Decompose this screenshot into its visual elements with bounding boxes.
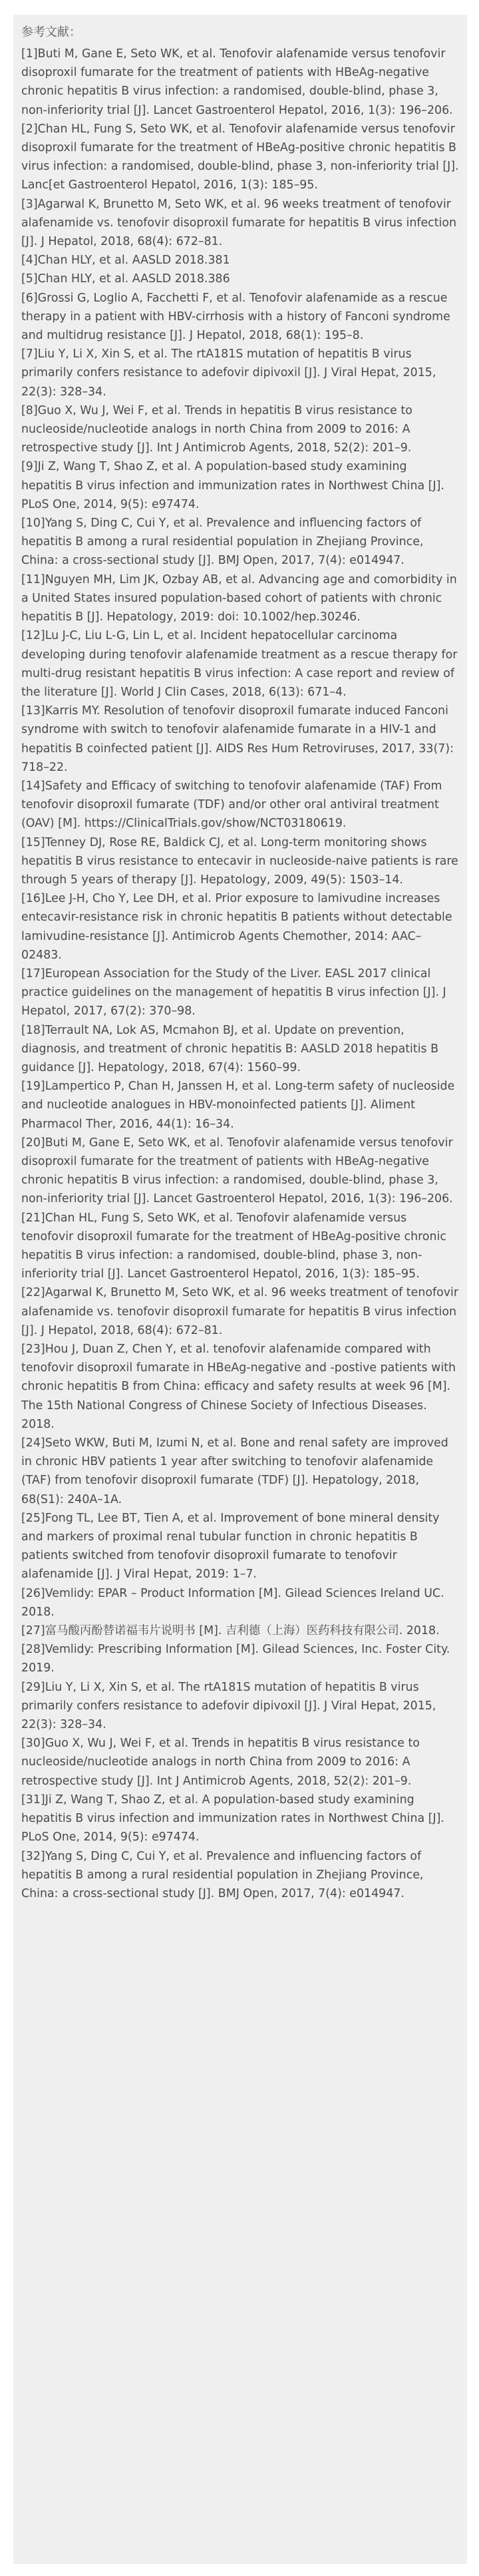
reference-item: [25]Fong TL, Lee BT, Tien A, et al. Improvement of bone mineral density and markers of proximal renal tubular function in chronic hepatitis B patients switched from tenofovir disoproxil fumarate to tenofovir alafenamide [J]. J Viral Hepat, 2019: 1–7. <box>21 1511 440 1582</box>
reference-item: [30]Guo X, Wu J, Wei F, et al. Trends in hepatitis B virus resistance to nucleoside/nucleotide analogs in north China from 2009 to 2016: A retrospective study [J]. Int J Antimicrob Agents, 2018, 52(2): 201–9. <box>21 1737 420 1788</box>
reference-item: [12]Lu J-C, Liu L-G, Lin L, et al. Incident hepatocellular carcinoma developing during tenofovir alafenamide treatment as a rescue therapy for multi-drug resistant hepatitis B virus infection: A case report and review of the literature [J]. World J Clin Cases, 2018, 6(13): 671–4. <box>21 629 458 699</box>
reference-item: [27]富马酸丙酚替诺福韦片说明书 [M]. 吉利德（上海）医药科技有限公司. 2018. <box>21 1624 440 1638</box>
reference-item: [8]Guo X, Wu J, Wei F, et al. Trends in hepatitis B virus resistance to nucleoside/nucleotide analogs in north China from 2009 to 2016: A retrospective study [J]. Int J Antimicrob Agents, 2018, 52(2): 201–9. <box>21 403 412 455</box>
reference-item: [20]Buti M, Gane E, Seto WK, et al. Tenofovir alafenamide versus tenofovir disoproxil fumarate for the treatment of patients with HBeAg-negative chronic hepatitis B virus infection: a randomised, double-blind, phase 3, non-inferiority trial [J]. Lancet Gastroenterol Hepatol, 2016, 1(3): 196–206. <box>21 1136 453 1206</box>
reference-item: [19]Lampertico P, Chan H, Janssen H, et al. Long-term safety of nucleoside and nucleotide analogues in HBV-monoinfected patients [J]. Aliment Pharmacol Ther, 2016, 44(1): 16–34. <box>21 1080 455 1131</box>
reference-item: [10]Yang S, Ding C, Cui Y, et al. Prevalence and influencing factors of hepatitis B among a rural residential population in Zhejiang Province, China: a cross-sectional study [J]. BMJ Open, 2017, 7(4): e014947. <box>21 517 424 568</box>
reference-item: [24]Seto WKW, Buti M, Izumi N, et al. Bone and renal safety are improved in chronic HBV patients 1 year after switching to tenofovir alafenamide (TAF) from tenofovir disoproxil fumarate (TDF) [J]. Hepatology, 2018, 68(S1): 240A–1A. <box>21 1436 448 1506</box>
reference-item: [18]Terrault NA, Lok AS, Mcmahon BJ, et al. Update on prevention, diagnosis, and treatment of chronic hepatitis B: AASLD 2018 hepatitis B guidance [J]. Hepatology, 2018, 67(4): 1560–99. <box>21 1023 439 1074</box>
reference-item: [17]European Association for the Study of the Liver. EASL 2017 clinical practice guidelines on the management of hepatitis B virus infection [J]. J Hepatol, 2017, 67(2): 370–98. <box>21 966 446 1018</box>
reference-item: [21]Chan HL, Fung S, Seto WK, et al. Tenofovir alafenamide versus tenofovir disoproxil fumarate for the treatment of HBeAg-positive chronic hepatitis B virus infection: a randomised, double-blind, phase 3, non-inferiority trial [J]. Lancet Gastroenterol Hepatol, 2016, 1(3): 185–95. <box>21 1211 446 1281</box>
reference-item: [7]Liu Y, Li X, Xin S, et al. The rtA181S mutation of hepatitis B virus primarily confers resistance to adefovir dipivoxil [J]. J Viral Hepat, 2015, 22(3): 328–34. <box>21 347 436 399</box>
reference-item: [29]Liu Y, Li X, Xin S, et al. The rtA181S mutation of hepatitis B virus primarily confers resistance to adefovir dipivoxil [J]. J Viral Hepat, 2015, 22(3): 328–34. <box>21 1680 436 1732</box>
reference-item: [6]Grossi G, Loglio A, Facchetti F, et al. Tenofovir alafenamide as a rescue therapy in a patient with HBV-cirrhosis with a history of Fanconi syndrome and multidrug resistance [J]. J Hepatol, 2018, 68(1): 195–8. <box>21 291 450 343</box>
references-heading: 参考文献： <box>21 25 81 39</box>
reference-item: [32]Yang S, Ding C, Cui Y, et al. Prevalence and influencing factors of hepatitis B among a rural residential population in Zhejiang Province, China: a cross-sectional study [J]. BMJ Open, 2017, 7(4): e014947. <box>21 1849 424 1900</box>
reference-item: [3]Agarwal K, Brunetto M, Seto WK, et al. 96 weeks treatment of tenofovir alafenamide vs. tenofovir disoproxil fumarate for hepatitis B virus infection [J]. J Hepatol, 2018, 68(4): 672–81. <box>21 197 457 249</box>
reference-item: [4]Chan HLY, et al. AASLD 2018.381 <box>21 254 230 268</box>
reference-item: [14]Safety and Efficacy of switching to tenofovir alafenamide (TAF) From tenofovir disoproxil fumarate (TDF) and/or other oral antiviral treatment (OAV) [M]. https://ClinicalTrials.gov/show/NCT03180619. <box>21 779 442 831</box>
reference-item: [2]Chan HL, Fung S, Seto WK, et al. Tenofovir alafenamide versus tenofovir disoproxil fumarate for the treatment of HBeAg-positive chronic hepatitis B virus infection: a randomised, double-blind, phase 3, non-inferiority trial [J]. Lanc[et Gastroenterol Hepatol, 2016, 1(3): 185–95. <box>21 122 459 192</box>
reference-item: [28]Vemlidy: Prescribing Information [M]. Gilead Sciences, Inc. Foster City. 2019. <box>21 1643 450 1675</box>
reference-item: [15]Tenney DJ, Rose RE, Baldick CJ, et al. Long-term monitoring shows hepatitis B virus resistance to entecavir in nucleoside-naive patients is rare through 5 years of therapy [J]. Hepatology, 2009, 49(5): 1503–14. <box>21 835 458 887</box>
reference-item: [22]Agarwal K, Brunetto M, Seto WK, et al. 96 weeks treatment of tenofovir alafenamide vs. tenofovir disoproxil fumarate for hepatitis B virus infection [J]. J Hepatol, 2018, 68(4): 672–81. <box>21 1286 459 1337</box>
reference-list <box>21 45 459 1903</box>
reference-item: [9]Ji Z, Wang T, Shao Z, et al. A population-based study examining hepatitis B virus infection and immunization rates in Northwest China [J]. PLoS One, 2014, 9(5): e97474. <box>21 460 444 511</box>
reference-item: [1]Buti M, Gane E, Seto WK, et al. Tenofovir alafenamide versus tenofovir disoproxil fumarate for the treatment of patients with HBeAg-negative chronic hepatitis B virus infection: a randomised, double-blind, phase 3, non-inferiority trial [J]. Lancet Gastroenterol Hepatol, 2016, 1(3): 196–206. <box>21 47 453 117</box>
reference-item: [26]Vemlidy: EPAR – Product Information [M]. Gilead Sciences Ireland UC. 2018. <box>21 1586 444 1619</box>
reference-item: [11]Nguyen MH, Lim JK, Ozbay AB, et al. Advancing age and comorbidity in a United States insured population-based cohort of patients with chronic hepatitis B [J]. Hepatology, 2019: doi: 10.1002/hep.30246. <box>21 572 457 624</box>
reference-item: [13]Karris MY. Resolution of tenofovir disoproxil fumarate induced Fanconi syndrome with switch to tenofovir alafenamide fumarate in a HIV-1 and hepatitis B coinfected patient [J]. AIDS Res Hum Retroviruses, 2017, 33(7): 718–22. <box>21 704 454 774</box>
reference-item: [31]Ji Z, Wang T, Shao Z, et al. A population-based study examining hepatitis B virus infection and immunization rates in Northwest China [J]. PLoS One, 2014, 9(5): e97474. <box>21 1793 444 1844</box>
reference-item: [16]Lee J-H, Cho Y, Lee DH, et al. Prior exposure to lamivudine increases entecavir-resistance risk in chronic hepatitis B patients without detectable lamivudine-resistance [J]. Antimicrob Agents Chemother, 2014: AAC–02483. <box>21 892 452 962</box>
references-panel <box>13 15 467 2564</box>
reference-item: [5]Chan HLY, et al. AASLD 2018.386 <box>21 272 230 286</box>
reference-item: [23]Hou J, Duan Z, Chen Y, et al. tenofovir alafenamide compared with tenofovir disoproxil fumarate in HBeAg-negative and -postive patients with chronic hepatitis B from China: efficacy and safety results at week 96 [M]. The 15th National Congress of Chinese Society of Infectious Diseases. 2018. <box>21 1343 456 1431</box>
